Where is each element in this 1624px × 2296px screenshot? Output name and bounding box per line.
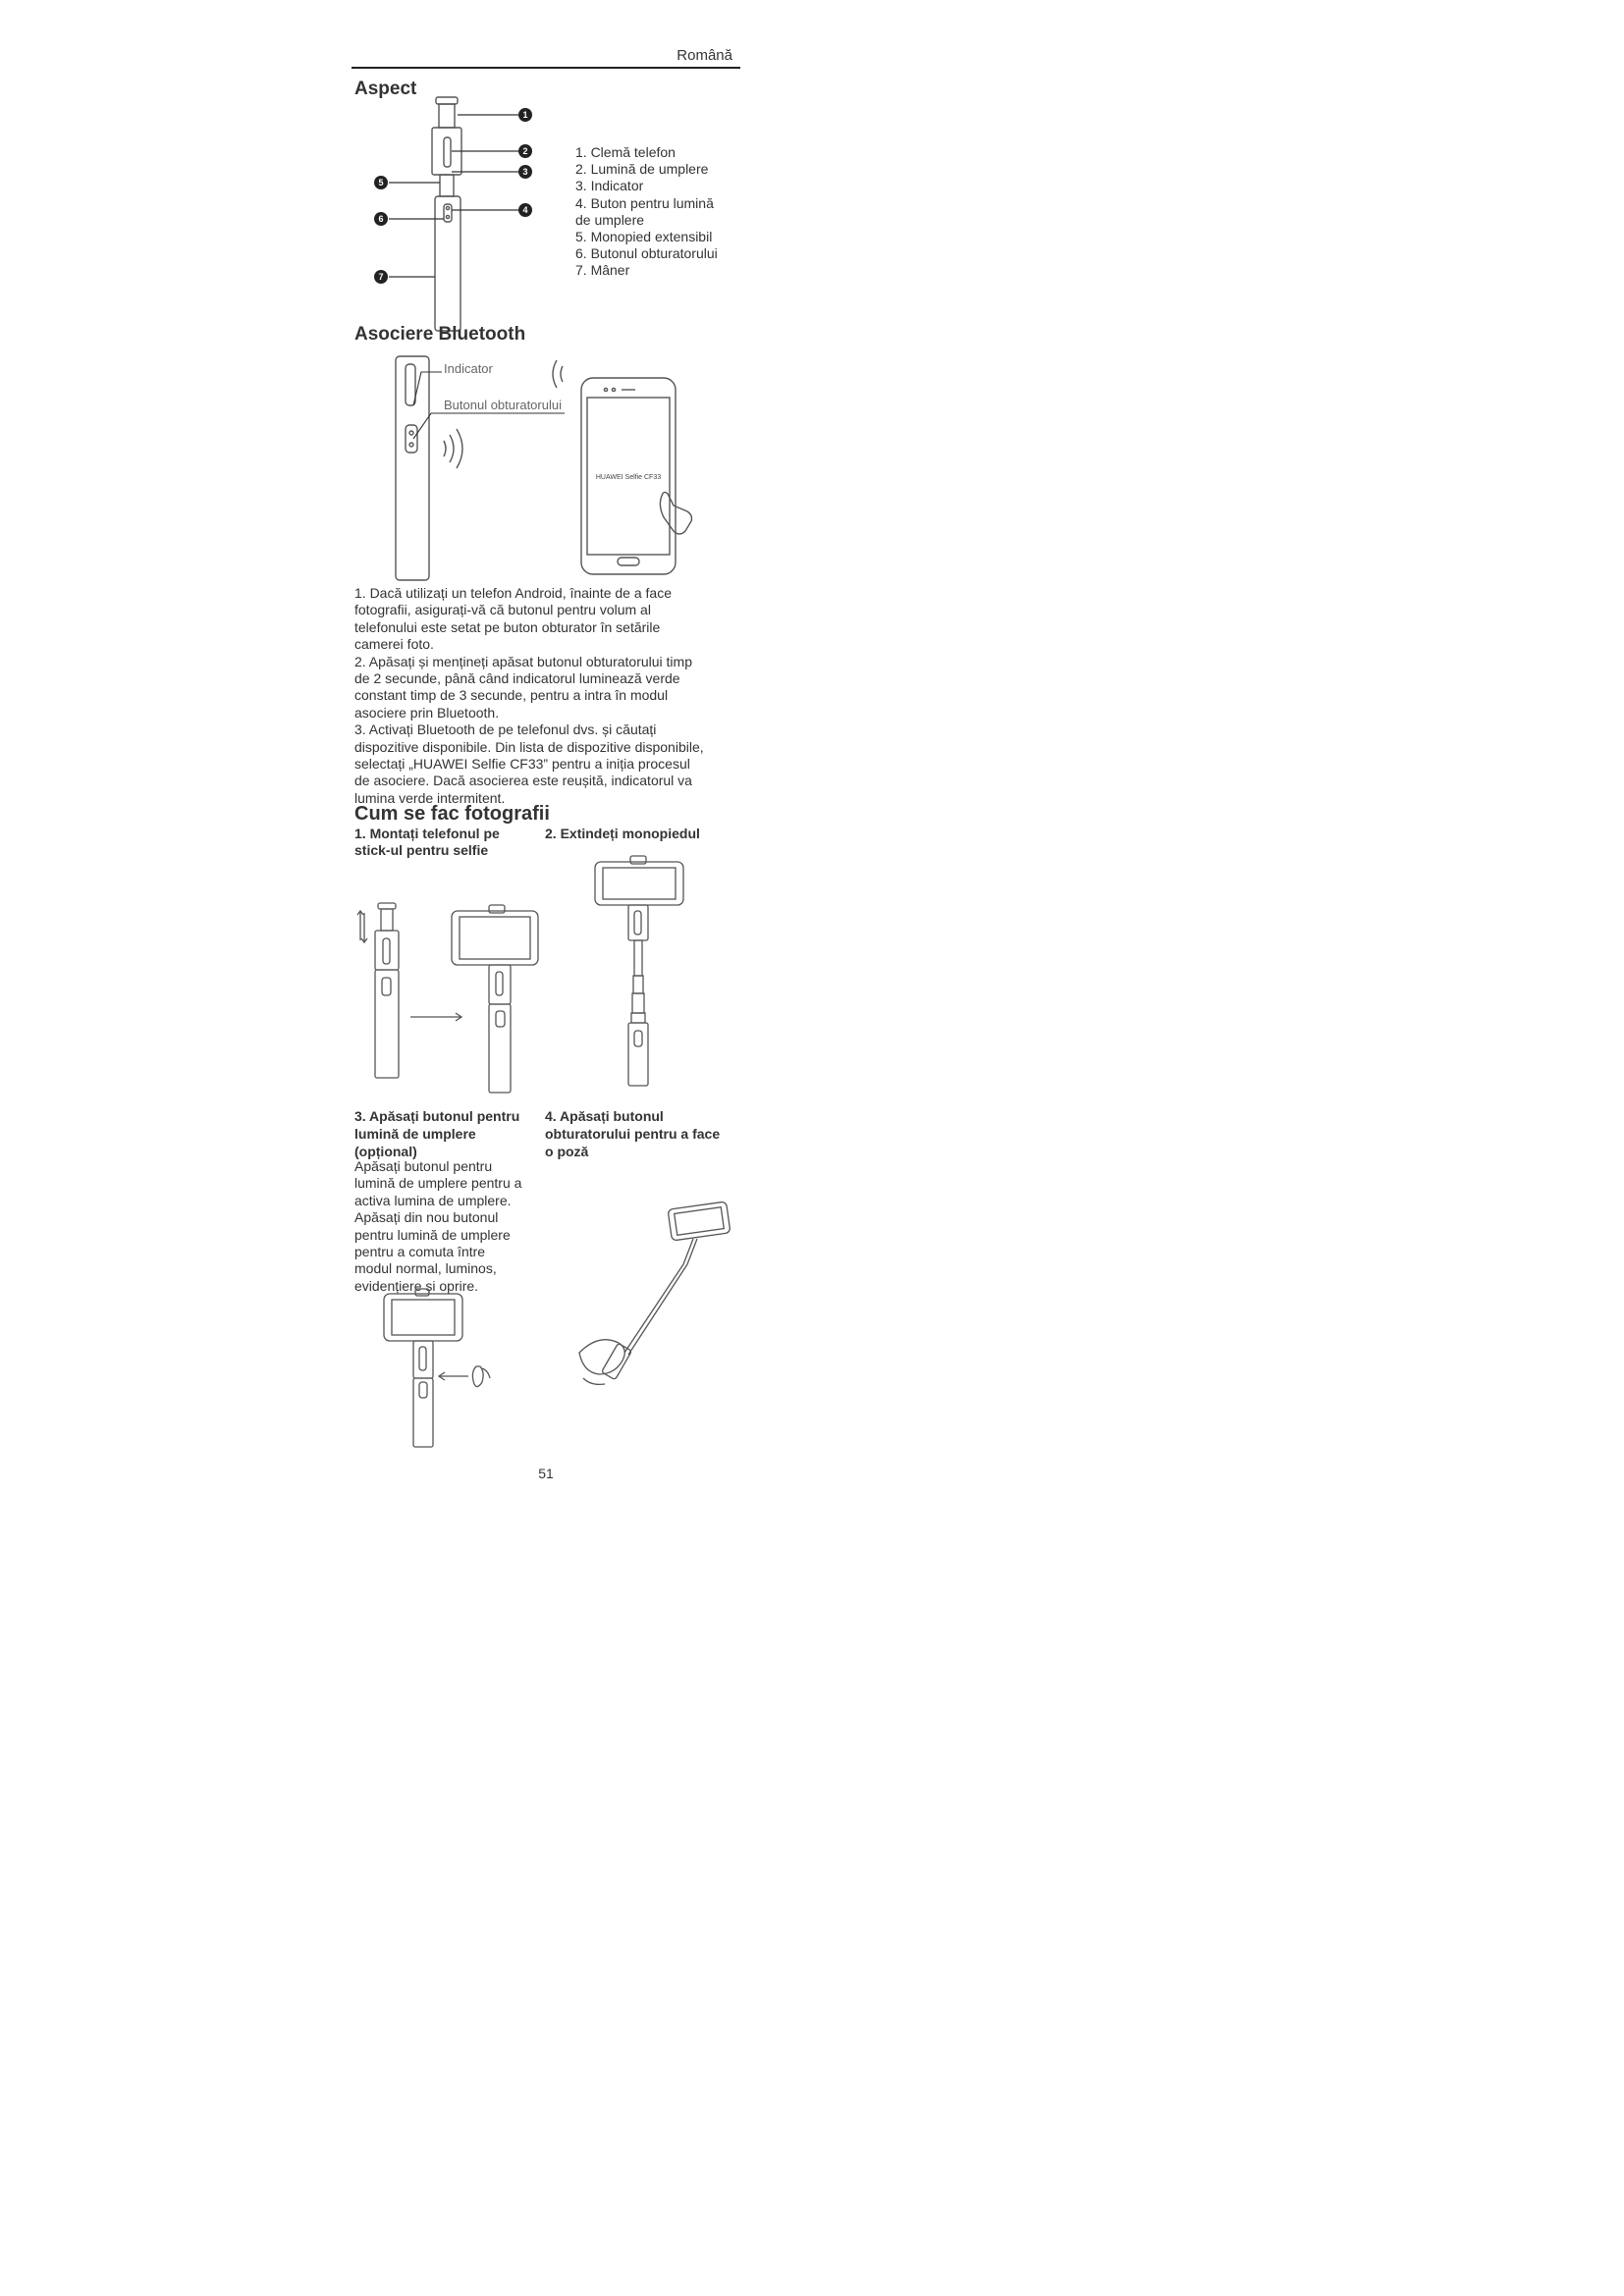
aspect-heading: Aspect	[354, 79, 417, 99]
text-line: selectați „HUAWEI Selfie CF33” pentru a iniția procesul	[354, 756, 690, 773]
text-line: lumina verde intermitent.	[354, 789, 506, 806]
header-rule	[352, 67, 740, 69]
step2-title	[545, 826, 741, 842]
step4-line: 4. Apăsați butonul	[545, 1108, 664, 1124]
step1-line: 1. Montați telefonul pe	[354, 826, 500, 841]
text-line: asociere prin Bluetooth.	[354, 704, 500, 721]
callout-1-label: 1	[522, 110, 528, 120]
step4-line: o poză	[545, 1144, 589, 1159]
phone-screen-text: HUAWEI Selfie CF33	[595, 474, 662, 481]
bluetooth-diagram	[388, 348, 712, 584]
text-line: camerei foto.	[354, 636, 434, 653]
part-item: de umplere	[575, 211, 645, 228]
step3-line: (opțional)	[354, 1144, 417, 1159]
text-line: evidențiere și oprire.	[354, 1277, 479, 1294]
text-line: Apăsați din nou butonul	[354, 1209, 499, 1226]
photos-heading: Cum se fac fotografii	[354, 803, 550, 825]
text-line: dispozitive disponibile. Din lista de dispozitive disponibile,	[354, 738, 704, 755]
bluetooth-heading: Asociere Bluetooth	[354, 324, 526, 345]
step3-description	[354, 1158, 541, 1295]
callout-6-label: 6	[378, 214, 384, 224]
text-line: lumină de umplere pentru a	[354, 1175, 522, 1192]
step3-title	[354, 1107, 541, 1160]
text-line: fotografii, asigurați-vă că butonul pentru volum al	[354, 602, 651, 618]
part-item: 4. Buton pentru lumină	[575, 194, 714, 211]
step2-line: 2. Extindeți monopiedul	[545, 826, 700, 841]
text-line: pentru lumină de umplere	[354, 1226, 511, 1243]
step2-illustration	[589, 854, 697, 1090]
indicator-label: Indicator	[444, 361, 493, 376]
text-line: pentru a comuta între	[354, 1244, 486, 1260]
text-line: telefonului este setat pe buton obturator în setările	[354, 618, 661, 635]
text-line: de 2 secunde, până când indicatorul luminează verde	[354, 670, 680, 687]
text-line: Apăsați butonul pentru	[354, 1158, 493, 1174]
step4-illustration	[569, 1196, 746, 1392]
page-number: 51	[538, 1466, 554, 1481]
part-item: 2. Lumină de umplere	[575, 161, 709, 178]
callout-5-label: 5	[378, 178, 384, 187]
step4-line: obturatorului pentru a face	[545, 1126, 721, 1142]
aspect-diagram	[353, 93, 550, 334]
step1-line: stick-ul pentru selfie	[354, 842, 489, 858]
step1-title	[354, 826, 536, 859]
callout-7-label: 7	[378, 272, 384, 282]
part-item: 7. Mâner	[575, 262, 630, 279]
text-line: de asociere. Dacă asocierea este reușită, indicatorul va	[354, 773, 692, 789]
text-line: 3. Activați Bluetooth de pe telefonul dvs. și căutați	[354, 721, 657, 738]
step1-illustration	[353, 901, 550, 1097]
part-item: 6. Butonul obturatorului	[575, 245, 718, 262]
language-label: Română	[677, 47, 732, 64]
bluetooth-instructions	[354, 585, 747, 807]
part-item: 5. Monopied extensibil	[575, 229, 713, 245]
callout-2-label: 2	[522, 146, 528, 156]
shutter-label: Butonul obturatorului	[444, 398, 562, 412]
text-line: 2. Apăsați și mențineți apăsat butonul obturatorului timp	[354, 653, 692, 669]
text-line: modul normal, luminos,	[354, 1260, 497, 1277]
part-item: 3. Indicator	[575, 178, 644, 194]
text-line: activa lumina de umplere.	[354, 1192, 512, 1208]
step3-illustration	[378, 1288, 515, 1450]
step3-line: lumină de umplere	[354, 1126, 476, 1142]
step3-line: 3. Apăsați butonul pentru	[354, 1108, 520, 1124]
step4-title	[545, 1107, 741, 1160]
text-line: 1. Dacă utilizați un telefon Android, înainte de a face	[354, 585, 672, 601]
part-item: 1. Clemă telefon	[575, 144, 676, 160]
callout-4-label: 4	[522, 205, 528, 215]
callout-3-label: 3	[522, 167, 528, 177]
parts-list	[575, 144, 752, 280]
text-line: constant timp de 3 secunde, pentru a intra în modul	[354, 687, 669, 704]
